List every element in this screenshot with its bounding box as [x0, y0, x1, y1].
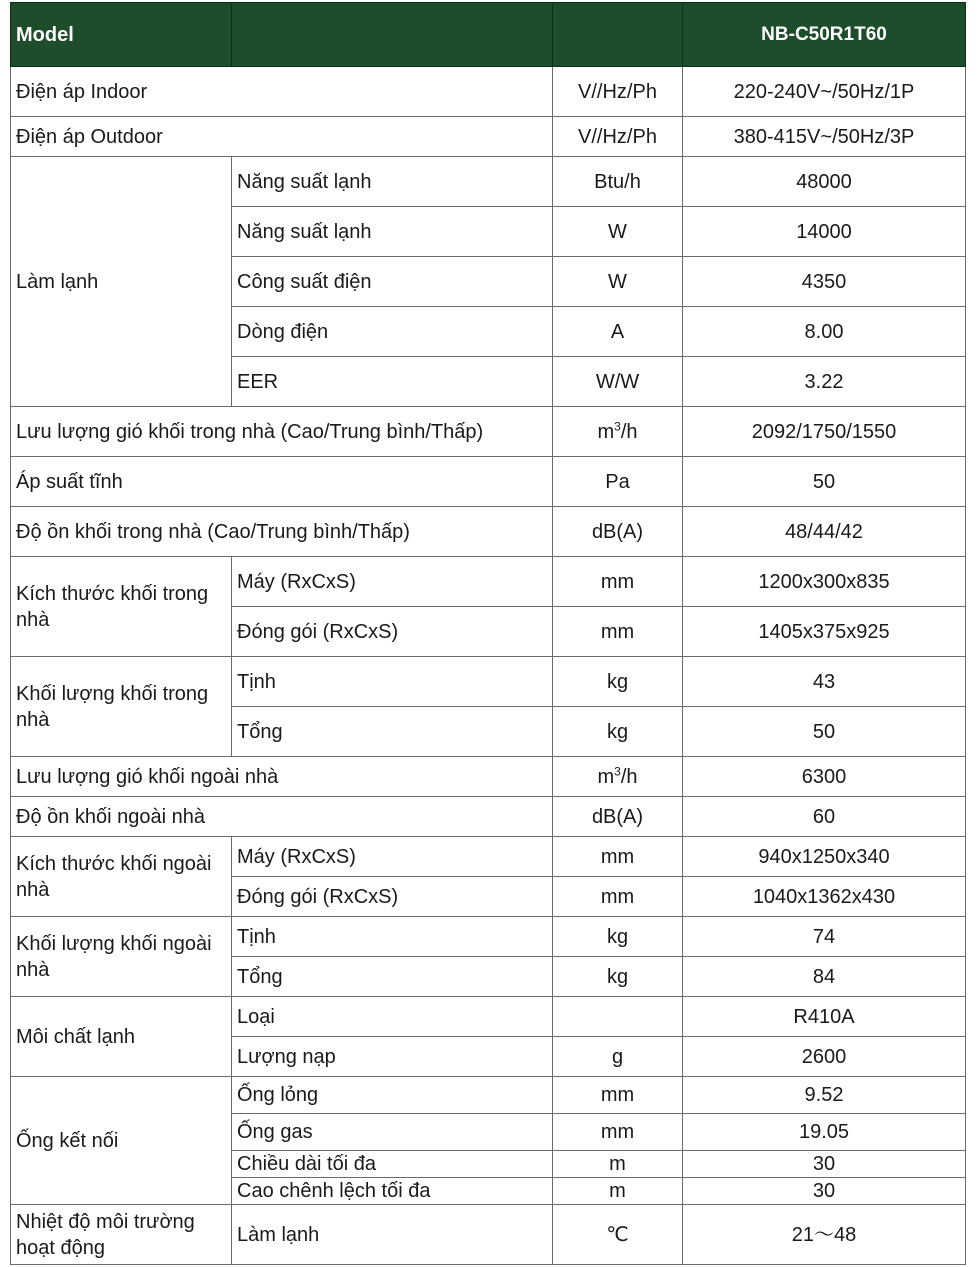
group-label: Khối lượng khối trong nhà: [11, 657, 232, 757]
row-value: 4350: [683, 257, 966, 307]
row-label: EER: [232, 357, 553, 407]
group-label: Kích thước khối ngoài nhà: [11, 837, 232, 917]
unit-base: m: [597, 420, 615, 443]
row-unit: Pa: [553, 457, 683, 507]
group-label: Kích thước khối trong nhà: [11, 557, 232, 657]
row-value: 6300: [683, 757, 966, 797]
row-value: 84: [683, 957, 966, 997]
row-unit: mm: [553, 837, 683, 877]
group-label: Ống kết nối: [11, 1077, 232, 1205]
row-unit: W: [553, 257, 683, 307]
row-unit: Btu/h: [553, 157, 683, 207]
row-label: Tổng: [232, 707, 553, 757]
unit-base: m: [597, 765, 615, 788]
row-label: Ống lỏng: [232, 1077, 553, 1114]
row-label: Lượng nạp: [232, 1037, 553, 1077]
row-label: Máy (RxCxS): [232, 557, 553, 607]
row-unit: kg: [553, 657, 683, 707]
row-label: Làm lạnh: [232, 1205, 553, 1265]
row-unit: mm: [553, 877, 683, 917]
table-row: [11, 67, 966, 117]
table-row: [11, 557, 966, 607]
table-row: [11, 797, 966, 837]
table-row: [11, 837, 966, 877]
row-label: Ống gas: [232, 1114, 553, 1151]
group-label: Khối lượng khối ngoài nhà: [11, 917, 232, 997]
group-label: Nhiệt độ môi trường hoạt động: [11, 1205, 232, 1265]
row-value: 9.52: [683, 1077, 966, 1114]
row-label: Lưu lượng gió khối ngoài nhà: [11, 757, 553, 797]
row-label: Đóng gói (RxCxS): [232, 607, 553, 657]
table-row: [11, 657, 966, 707]
table-row: [11, 407, 966, 457]
row-value: 30: [683, 1151, 966, 1178]
row-unit: mm: [553, 607, 683, 657]
table-row: [11, 507, 966, 557]
header-model-label: Model: [11, 3, 232, 67]
table-row: [11, 997, 966, 1037]
row-label: Loại: [232, 997, 553, 1037]
row-value: 3.22: [683, 357, 966, 407]
row-value: 60: [683, 797, 966, 837]
group-label: Môi chất lạnh: [11, 997, 232, 1077]
row-unit: kg: [553, 707, 683, 757]
row-value: 43: [683, 657, 966, 707]
row-value: 48/44/42: [683, 507, 966, 557]
group-label: Làm lạnh: [11, 157, 232, 407]
table-row: [11, 917, 966, 957]
row-label: Dòng điện: [232, 307, 553, 357]
table-row: [11, 757, 966, 797]
row-label: Cao chênh lệch tối đa: [232, 1178, 553, 1205]
row-value: 220-240V~/50Hz/1P: [683, 67, 966, 117]
row-value: 50: [683, 457, 966, 507]
row-value: 1200x300x835: [683, 557, 966, 607]
row-unit: mm: [553, 557, 683, 607]
row-value: 50: [683, 707, 966, 757]
row-unit: W/W: [553, 357, 683, 407]
row-value: 1405x375x925: [683, 607, 966, 657]
row-label: Điện áp Indoor: [11, 67, 553, 117]
row-label: Độ ồn khối trong nhà (Cao/Trung bình/Thấp): [11, 507, 553, 557]
row-label: Lưu lượng gió khối trong nhà (Cao/Trung bình/Thấp): [11, 407, 553, 457]
row-unit: g: [553, 1037, 683, 1077]
table-row: [11, 1205, 966, 1265]
row-value: 380-415V~/50Hz/3P: [683, 117, 966, 157]
row-value: 2092/1750/1550: [683, 407, 966, 457]
header-model-value: NB-C50R1T60: [683, 3, 966, 67]
table-row: [11, 117, 966, 157]
row-label: Năng suất lạnh: [232, 207, 553, 257]
row-unit: ℃: [553, 1205, 683, 1265]
row-value: 21～48: [683, 1205, 966, 1265]
table-row: [11, 157, 966, 207]
row-value: 8.00: [683, 307, 966, 357]
row-label: Công suất điện: [232, 257, 553, 307]
row-label: Năng suất lạnh: [232, 157, 553, 207]
row-label: Tịnh: [232, 917, 553, 957]
row-label: Tổng: [232, 957, 553, 997]
unit-tail: /h: [620, 765, 638, 788]
row-label: Độ ồn khối ngoài nhà: [11, 797, 553, 837]
unit-superscript: 3: [614, 418, 621, 433]
row-value: R410A: [683, 997, 966, 1037]
row-label: Áp suất tĩnh: [11, 457, 553, 507]
row-value: 14000: [683, 207, 966, 257]
row-label: Máy (RxCxS): [232, 837, 553, 877]
table-row: [11, 1077, 966, 1114]
row-unit: kg: [553, 957, 683, 997]
row-value: 19.05: [683, 1114, 966, 1151]
row-value: 1040x1362x430: [683, 877, 966, 917]
row-value: 940x1250x340: [683, 837, 966, 877]
table-row: [11, 457, 966, 507]
row-unit: dB(A): [553, 797, 683, 837]
row-unit: dB(A): [553, 507, 683, 557]
row-unit: V//Hz/Ph: [553, 67, 683, 117]
row-unit: V//Hz/Ph: [553, 117, 683, 157]
row-unit: kg: [553, 917, 683, 957]
row-unit: m: [553, 1178, 683, 1205]
unit-tail: /h: [620, 420, 638, 443]
row-unit: W: [553, 207, 683, 257]
row-label: Điện áp Outdoor: [11, 117, 553, 157]
row-label: Chiều dài tối đa: [232, 1151, 553, 1178]
row-value: 30: [683, 1178, 966, 1205]
header-row: [11, 3, 966, 67]
row-value: 2600: [683, 1037, 966, 1077]
row-label: Đóng gói (RxCxS): [232, 877, 553, 917]
row-unit: m: [553, 1151, 683, 1178]
row-unit: [553, 997, 683, 1037]
row-value: 48000: [683, 157, 966, 207]
row-label: Tịnh: [232, 657, 553, 707]
header-blank-2: [553, 3, 683, 67]
header-blank-1: [232, 3, 553, 67]
row-unit: mm: [553, 1077, 683, 1114]
row-unit: A: [553, 307, 683, 357]
row-unit: [553, 407, 683, 457]
unit-superscript: 3: [614, 763, 621, 778]
spec-table: [10, 2, 966, 1265]
row-value: 74: [683, 917, 966, 957]
row-unit: mm: [553, 1114, 683, 1151]
row-unit: [553, 757, 683, 797]
